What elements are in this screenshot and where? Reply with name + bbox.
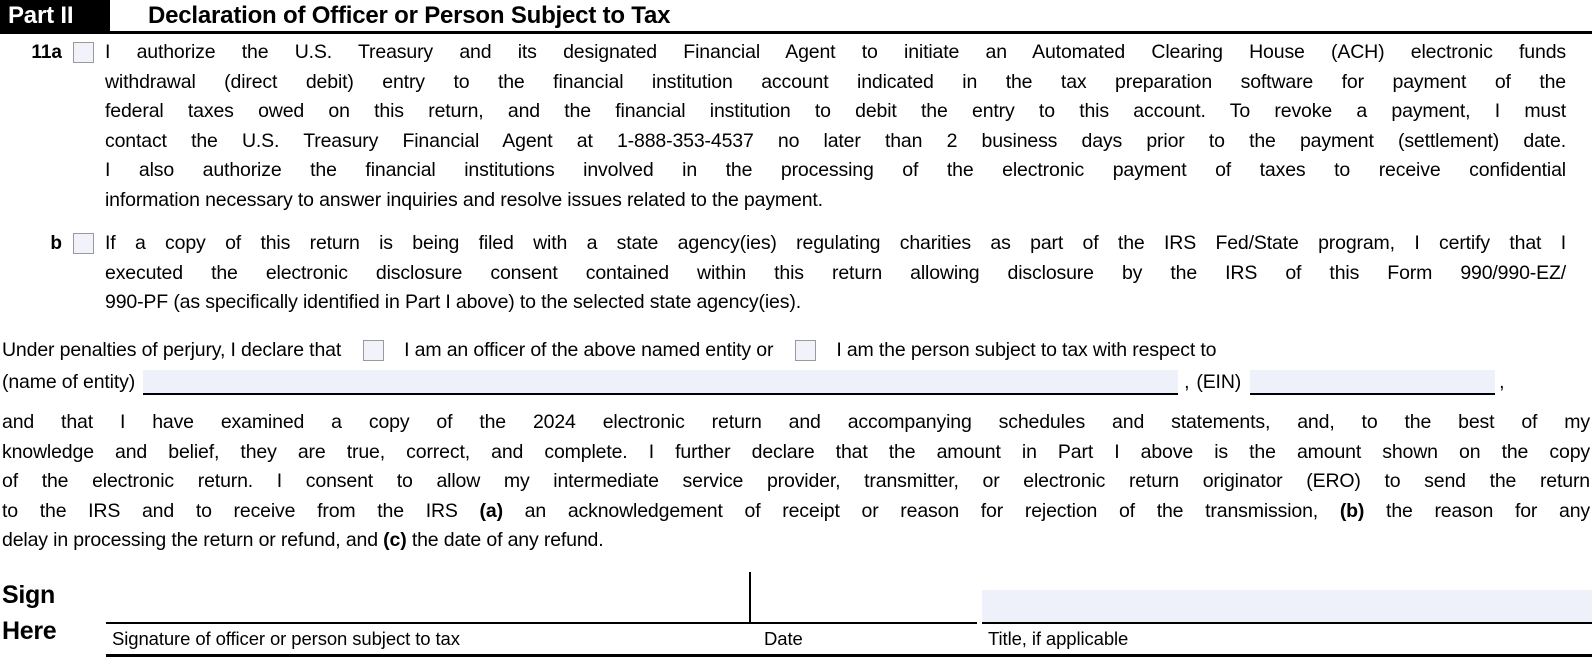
item-11a-line: I also authorize the financial institutions involved in the processing of the electronic payment of taxes to receive confidential bbox=[105, 159, 1566, 181]
date-input[interactable] bbox=[752, 574, 977, 622]
marker-a: (a) bbox=[479, 499, 503, 522]
item-11b-line: If a copy of this return is being filed with a state agency(ies) regulating charities as part of the IRS Fed/State program, I certify that I bbox=[105, 232, 1566, 254]
entity-ein-row bbox=[2, 368, 1592, 398]
sign-here-bottom-rule bbox=[106, 654, 1592, 657]
item-11a-number: 11a bbox=[31, 42, 62, 63]
item-11a-checkbox-cell bbox=[62, 38, 105, 63]
signature-date-divider bbox=[749, 572, 751, 624]
declaration-line bbox=[2, 526, 1590, 556]
declaration-line-text: the reason for any bbox=[1364, 499, 1591, 522]
declaration-body-paragraph bbox=[2, 408, 1590, 556]
officer-option-label: I am an officer of the above named entity or bbox=[404, 339, 774, 361]
title-caption: Title, if applicable bbox=[988, 628, 1129, 649]
declaration-line-text: delay in processing the return or refund, and bbox=[2, 529, 384, 551]
item-11b-checkbox-cell bbox=[62, 229, 105, 254]
sign-here-label-line2: Here bbox=[2, 617, 57, 645]
marker-c: (c) bbox=[383, 529, 407, 551]
checkbox-officer[interactable] bbox=[363, 340, 384, 361]
checkbox-person-subject-to-tax[interactable] bbox=[795, 340, 816, 361]
page-title: Declaration of Officer or Person Subject to Tax bbox=[110, 0, 1592, 31]
checkbox-11b[interactable] bbox=[73, 233, 94, 254]
item-11b-line: executed the electronic disclosure consent contained within this return allowing disclosure by the IRS of this Form 990/990-EZ/ bbox=[105, 261, 1566, 284]
date-rule bbox=[749, 622, 977, 624]
ein-input[interactable] bbox=[1250, 370, 1495, 395]
ein-trailing-comma: , bbox=[1499, 370, 1505, 393]
perjury-options-row bbox=[2, 336, 1592, 366]
ein-label: (EIN) bbox=[1196, 370, 1242, 393]
item-11a-line: information necessary to answer inquiries and resolve issues related to the payment. bbox=[105, 188, 823, 211]
title-input[interactable] bbox=[982, 590, 1592, 622]
declaration-line-text: of the electronic return. I consent to allow my intermediate service provider, transmitter, or electronic return originator (ERO) to send the return bbox=[2, 470, 1590, 492]
declaration-line-text: an acknowledgement of receipt or reason for rejection of the transmission, bbox=[502, 499, 1340, 522]
item-11b-text bbox=[105, 229, 1566, 318]
perjury-declaration bbox=[2, 336, 1592, 397]
declaration-line bbox=[2, 467, 1590, 497]
declaration-line-text: the date of any refund. bbox=[406, 529, 604, 551]
declaration-line bbox=[2, 497, 1590, 527]
declaration-line-text: to the IRS and to receive from the IRS bbox=[2, 499, 480, 522]
part-header bbox=[0, 0, 1592, 34]
perjury-intro-text: Under penalties of perjury, I declare that bbox=[2, 339, 342, 361]
entity-trailing-comma: , bbox=[1184, 370, 1190, 393]
declaration-line-text: and that I have examined a copy of the 2024 electronic return and accompanying schedules and statements, and, to the best of my bbox=[2, 411, 1590, 433]
item-11a-line: contact the U.S. Treasury Financial Agent at 1-888-353-4537 no later than 2 business days prior to the payment (settlement) date. bbox=[105, 129, 1566, 152]
entity-name-label: (name of entity) bbox=[2, 370, 136, 393]
marker-b: (b) bbox=[1339, 499, 1365, 522]
signature-caption: Signature of officer or person subject to tax bbox=[112, 628, 460, 649]
item-11a-line: federal taxes owed on this return, and the financial institution to debit the entry to this account. To revoke a payment, I must bbox=[105, 100, 1566, 122]
checkbox-11a[interactable] bbox=[73, 42, 94, 63]
signature-rule bbox=[106, 622, 749, 624]
item-11b bbox=[0, 229, 1592, 318]
item-11a bbox=[0, 38, 1592, 215]
sign-here-label-line1: Sign bbox=[2, 581, 55, 609]
item-11a-line: withdrawal (direct debit) entry to the financial institution account indicated in the tax preparation software for payment of the bbox=[105, 70, 1566, 93]
declaration-line bbox=[2, 438, 1590, 468]
item-11b-number: b bbox=[50, 233, 62, 254]
item-11b-line: 990-PF (as specifically identified in Part I above) to the selected state agency(ies). bbox=[105, 291, 801, 313]
signature-input[interactable] bbox=[106, 574, 749, 626]
item-11a-line: I authorize the U.S. Treasury and its designated Financial Agent to initiate an Automated Clearing House (ACH) electronic funds bbox=[105, 41, 1566, 63]
part-number-tag: Part II bbox=[0, 0, 110, 31]
declaration-line bbox=[2, 408, 1590, 438]
title-rule bbox=[982, 622, 1592, 624]
date-caption: Date bbox=[764, 628, 803, 649]
declaration-line-text: knowledge and belief, they are true, correct, and complete. I further declare that the amount in Part I above is the amount shown on the copy bbox=[2, 440, 1590, 463]
person-option-label: I am the person subject to tax with respect to bbox=[836, 339, 1217, 361]
sign-here-block bbox=[0, 570, 1592, 670]
item-11a-text bbox=[105, 38, 1566, 215]
entity-name-input[interactable] bbox=[143, 370, 1178, 395]
